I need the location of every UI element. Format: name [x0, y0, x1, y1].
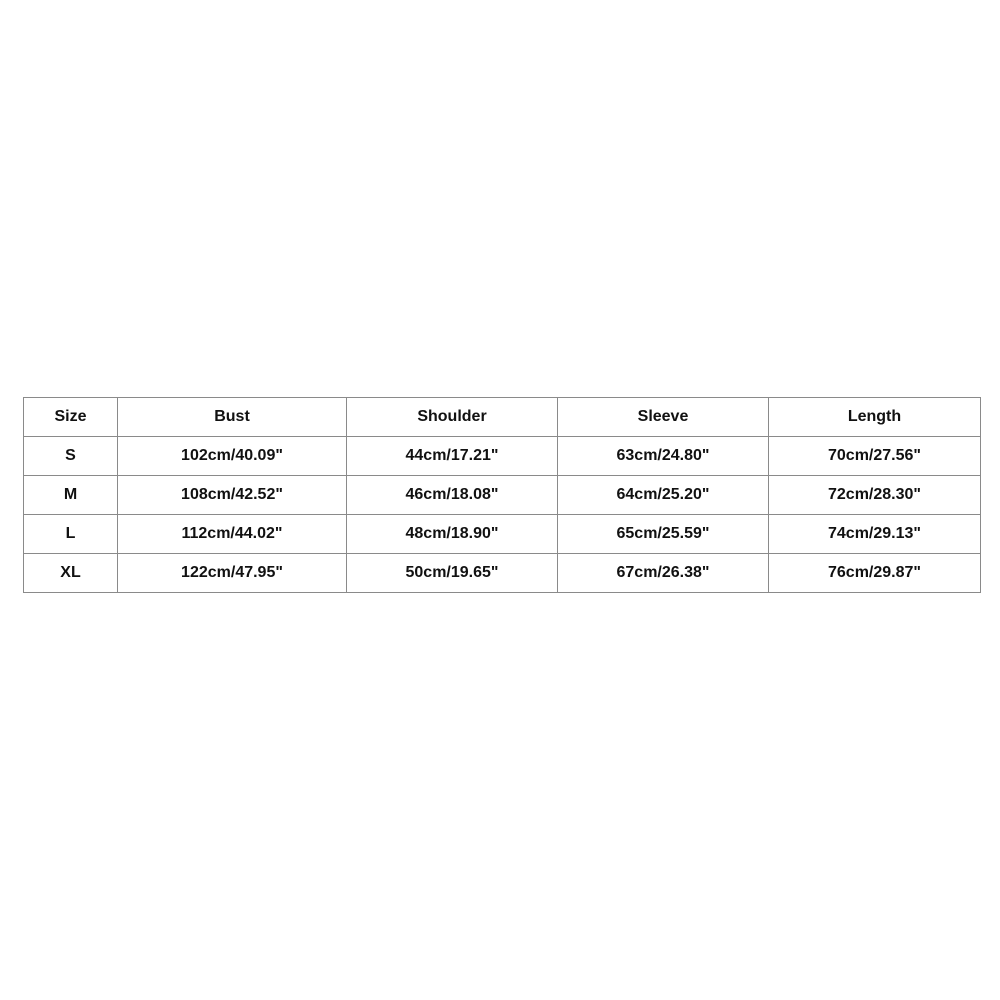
cell-size: XL — [24, 554, 118, 593]
table-header-row — [24, 398, 981, 437]
table-row — [24, 476, 981, 515]
cell-size: L — [24, 515, 118, 554]
cell-bust: 122cm/47.95" — [118, 554, 347, 593]
cell-sleeve: 64cm/25.20" — [558, 476, 769, 515]
cell-sleeve: 65cm/25.59" — [558, 515, 769, 554]
header-sleeve: Sleeve — [558, 398, 769, 437]
table-row — [24, 554, 981, 593]
header-bust: Bust — [118, 398, 347, 437]
cell-bust: 108cm/42.52" — [118, 476, 347, 515]
header-length: Length — [769, 398, 981, 437]
cell-bust: 112cm/44.02" — [118, 515, 347, 554]
cell-size: M — [24, 476, 118, 515]
cell-length: 72cm/28.30" — [769, 476, 981, 515]
cell-length: 76cm/29.87" — [769, 554, 981, 593]
cell-sleeve: 63cm/24.80" — [558, 437, 769, 476]
header-size: Size — [24, 398, 118, 437]
cell-shoulder: 46cm/18.08" — [347, 476, 558, 515]
cell-length: 70cm/27.56" — [769, 437, 981, 476]
cell-sleeve: 67cm/26.38" — [558, 554, 769, 593]
cell-shoulder: 44cm/17.21" — [347, 437, 558, 476]
header-shoulder: Shoulder — [347, 398, 558, 437]
size-chart-table — [23, 397, 981, 593]
cell-shoulder: 50cm/19.65" — [347, 554, 558, 593]
cell-bust: 102cm/40.09" — [118, 437, 347, 476]
table-row — [24, 437, 981, 476]
table-row — [24, 515, 981, 554]
cell-length: 74cm/29.13" — [769, 515, 981, 554]
cell-shoulder: 48cm/18.90" — [347, 515, 558, 554]
cell-size: S — [24, 437, 118, 476]
